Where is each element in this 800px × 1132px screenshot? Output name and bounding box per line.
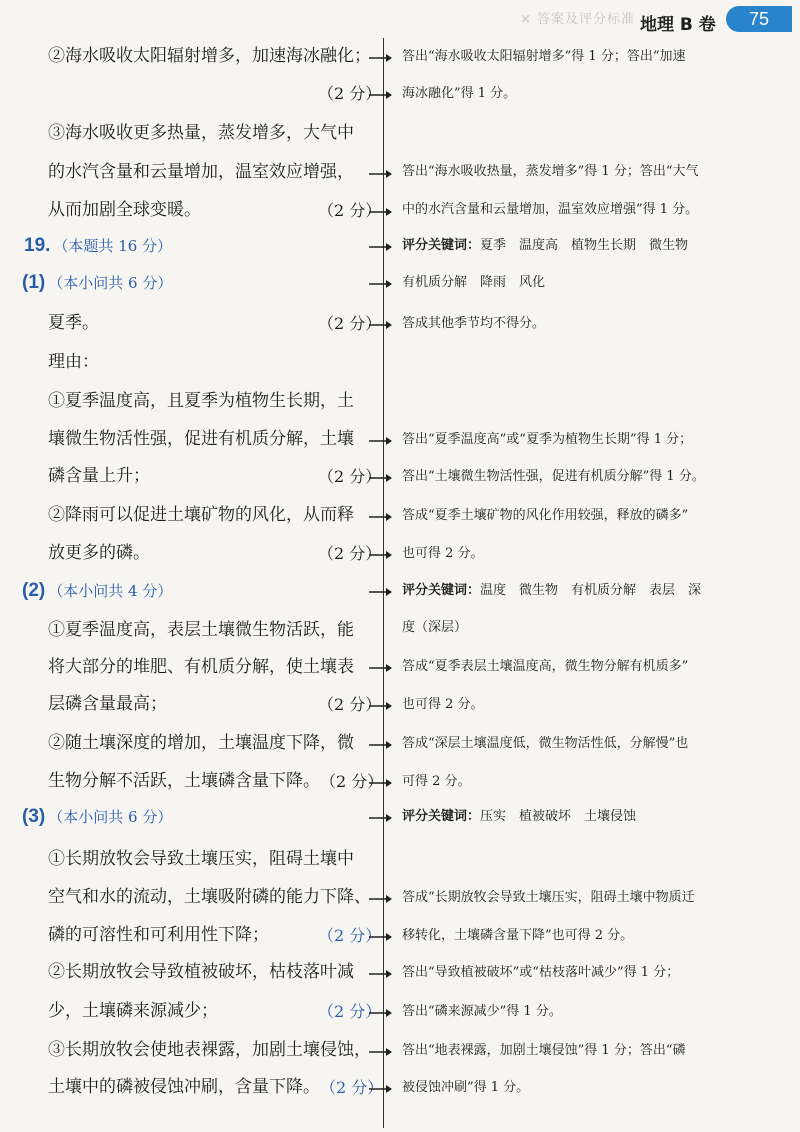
answer-line: ①夏季温度高，表层土壤微生物活跃，能	[48, 620, 354, 640]
sub-question-3: (3) （本小问共 6 分）	[22, 806, 173, 827]
answer-line: ②降雨可以促进土壤矿物的风化，从而释	[48, 505, 354, 525]
scoring-note: 答出“海水吸收太阳辐射增多”得 1 分；答出“加速	[402, 49, 686, 64]
sub-question-note: （本小问共 6 分）	[48, 274, 173, 292]
subject-title: 地理 B 卷	[640, 15, 716, 35]
score-label: （2 分）	[318, 84, 382, 103]
answer-line: ③海水吸收更多热量，蒸发增多，大气中	[48, 123, 354, 143]
answer-line: 从而加剧全球变暖。	[48, 200, 201, 220]
keyword-line	[402, 237, 792, 255]
answer-line: 磷含量上升；	[48, 466, 150, 486]
page-number-badge: 75	[726, 6, 792, 32]
answer-line: 放更多的磷。	[48, 543, 150, 563]
answer-line: ③长期放牧会使地表裸露，加剧土壤侵蚀，	[48, 1040, 371, 1060]
keyword-line	[402, 582, 792, 600]
arrow-icon	[367, 89, 394, 101]
arrow-icon	[367, 739, 394, 751]
arrow-icon	[367, 931, 394, 943]
scoring-note: 答出“土壤微生物活性强，促进有机质分解”得 1 分。	[402, 469, 705, 484]
keyword-line	[402, 808, 792, 826]
scoring-note: 也可得 2 分。	[402, 546, 484, 561]
score-label: （2 分）	[318, 926, 382, 945]
scoring-note: 答出“导致植被破坏”或“枯枝落叶减少”得 1 分；	[402, 965, 680, 980]
sub-question-note: （本小问共 4 分）	[48, 582, 173, 600]
answer-line: 空气和水的流动，土壤吸附磷的能力下降、	[48, 887, 371, 907]
answer-line: ①夏季温度高，且夏季为植物生长期，土	[48, 391, 354, 411]
keyword-label: 评分关键词：	[402, 809, 481, 824]
page-header	[0, 0, 800, 36]
arrow-icon	[367, 662, 394, 674]
question-number: 19. （本题共 16 分）	[24, 235, 173, 256]
arrow-icon	[367, 168, 394, 180]
keyword-line: 度（深层）	[402, 620, 468, 635]
answer-line: 的水汽含量和云量增加，温室效应增强，	[48, 162, 354, 182]
answer-line: 将大部分的堆肥、有机质分解，使土壤表	[48, 657, 354, 677]
answer-line: ①长期放牧会导致土壤压实，阻碍土壤中	[48, 849, 354, 869]
arrow-icon	[367, 968, 394, 980]
sub-question-2: (2) （本小问共 4 分）	[22, 580, 173, 601]
keywords: 温度 微生物 有机质分解 表层 深	[480, 583, 702, 598]
arrow-icon	[367, 241, 394, 253]
keyword-line: 有机质分解 降雨 风化	[402, 275, 546, 290]
arrow-icon	[367, 511, 394, 523]
scoring-note: 海冰融化”得 1 分。	[402, 86, 517, 101]
arrow-icon	[367, 549, 394, 561]
answer-line: 土壤中的磷被侵蚀冲刷，含量下降。	[48, 1077, 320, 1097]
score-label: （2 分）	[320, 772, 384, 791]
scoring-note: 答出“地表裸露，加剧土壤侵蚀”得 1 分；答出“磷	[402, 1043, 686, 1058]
scoring-note: 答成“深层土壤温度低，微生物活性低，分解慢”也	[402, 736, 689, 751]
sub-question-note: （本小问共 6 分）	[48, 808, 173, 826]
scoring-note: 答成“夏季土壤矿物的风化作用较强，释放的磷多”	[402, 508, 689, 523]
sub-question-1: (1) （本小问共 6 分）	[22, 272, 173, 293]
arrow-icon	[367, 1083, 394, 1095]
scoring-note: 答出“磷来源减少”得 1 分。	[402, 1004, 562, 1019]
scoring-note: 被侵蚀冲刷”得 1 分。	[402, 1080, 530, 1095]
scoring-note: 中的水汽含量和云量增加，温室效应增强”得 1 分。	[402, 202, 699, 217]
arrow-icon	[367, 278, 394, 290]
arrow-icon	[367, 586, 394, 598]
arrow-icon	[367, 777, 394, 789]
score-label: （2 分）	[320, 1078, 384, 1097]
score-label: （2 分）	[318, 467, 382, 486]
keywords: 压实 植被破坏 土壤侵蚀	[480, 809, 637, 824]
scoring-note: 答出“夏季温度高”或“夏季为植物生长期”得 1 分；	[402, 432, 693, 447]
scoring-note: 移转化，土壤磷含量下降”也可得 2 分。	[402, 928, 634, 943]
answer-line: 理由：	[48, 352, 99, 372]
answer-line: 壤微生物活性强，促进有机质分解，土壤	[48, 429, 354, 449]
header-ghost-text: × 答案及评分标准	[520, 12, 636, 27]
arrow-icon	[367, 319, 394, 331]
arrow-icon	[367, 700, 394, 712]
answer-line: 少，土壤磷来源减少；	[48, 1001, 218, 1021]
scoring-note: 答出“海水吸收热量，蒸发增多”得 1 分；答出“大气	[402, 164, 699, 179]
scoring-note: 答成“长期放牧会导致土壤压实，阻碍土壤中物质迁	[402, 890, 695, 905]
column-divider	[383, 38, 384, 1128]
arrow-icon	[367, 206, 394, 218]
question-note: （本题共 16 分）	[53, 237, 173, 255]
arrow-icon	[367, 52, 394, 64]
score-label: （2 分）	[318, 544, 382, 563]
answer-line: 磷的可溶性和可利用性下降；	[48, 925, 269, 945]
answer-line: ②长期放牧会导致植被破坏，枯枝落叶减	[48, 962, 354, 982]
answer-line: ②随土壤深度的增加，土壤温度下降，微	[48, 733, 354, 753]
score-label: （2 分）	[318, 314, 382, 333]
arrow-icon	[367, 1007, 394, 1019]
score-label: （2 分）	[318, 695, 382, 714]
keyword-label: 评分关键词：	[402, 583, 481, 598]
score-label: （2 分）	[318, 201, 382, 220]
scoring-note: 答成“夏季表层土壤温度高，微生物分解有机质多”	[402, 659, 689, 674]
keyword-label: 评分关键词：	[402, 238, 481, 253]
score-label: （2 分）	[318, 1002, 382, 1021]
keywords: 夏季 温度高 植物生长期 微生物	[480, 238, 689, 253]
scoring-note: 也可得 2 分。	[402, 697, 484, 712]
arrow-icon	[367, 1046, 394, 1058]
arrow-icon	[367, 893, 394, 905]
answer-line: 层磷含量最高；	[48, 694, 167, 714]
arrow-icon	[367, 435, 394, 447]
answer-line: 生物分解不活跃，土壤磷含量下降。	[48, 771, 320, 791]
scoring-note: 答成其他季节均不得分。	[402, 316, 546, 331]
arrow-icon	[367, 812, 394, 824]
answer-line: ②海水吸收太阳辐射增多，加速海冰融化；	[48, 46, 371, 66]
arrow-icon	[367, 472, 394, 484]
scoring-note: 可得 2 分。	[402, 774, 471, 789]
answer-line: 夏季。	[48, 313, 99, 333]
